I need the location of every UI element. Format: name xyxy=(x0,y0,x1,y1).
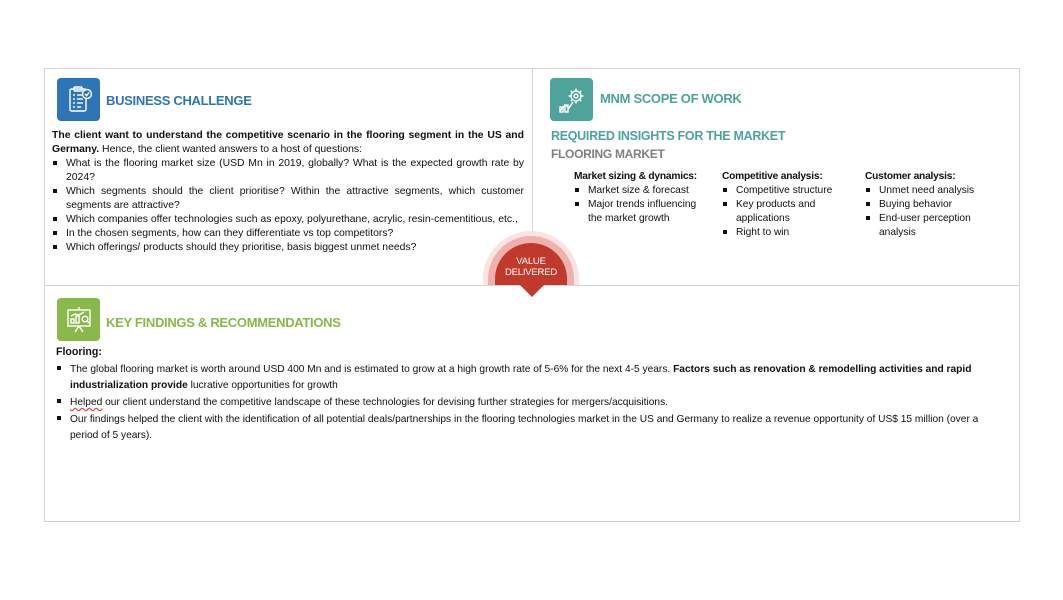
scope-column-customer xyxy=(865,170,1005,240)
scope-heading: REQUIRED INSIGHTS FOR THE MARKET xyxy=(551,129,786,143)
column-list xyxy=(865,184,1005,240)
list-item: Our findings helped the client with the identification of all potential deals/partnerships in the flooring technologies market in the US and Germany to realize a revenue opportunity of US$ 15 million (over a period of 5 years). xyxy=(56,412,1001,444)
list-item: Which companies offer technologies such as epoxy, polyurethane, acrylic, resin-cementitious, etc., xyxy=(52,213,524,227)
delivered-line: DELIVERED xyxy=(504,267,558,278)
finding-text: our client understand the competitive landscape of these technologies for devising further strategies for mergers/acquisitions. xyxy=(102,397,669,408)
list-item: In the chosen segments, how can they differentiate vs top competitors? xyxy=(52,227,524,241)
scope-column-competitive xyxy=(722,170,852,240)
finding-text: The global flooring market is worth around USD 400 Mn and is estimated to grow at a high growth rate of 5-6% for the next 4-5 years. xyxy=(70,364,674,375)
list-item: What is the flooring market size (USD Mn in 2019, globally? What is the expected growth rate by 2024? xyxy=(52,157,524,185)
column-list xyxy=(722,184,852,240)
value-line: VALUE xyxy=(516,256,546,267)
scope-subheading: FLOORING MARKET xyxy=(551,147,665,161)
list-item: Competitive structure xyxy=(722,184,852,198)
list-item: Right to win xyxy=(722,226,852,240)
list-item: End-user perception analysis xyxy=(865,212,997,240)
list-item xyxy=(56,362,1001,394)
gear-growth-icon xyxy=(550,78,593,121)
key-findings-subtitle: Flooring: xyxy=(56,346,102,358)
list-item: Which segments should the client prioritise? Within the attractive segments, which customer segments are attractive? xyxy=(52,185,524,213)
column-list xyxy=(574,184,710,226)
list-item: Key products and applications xyxy=(722,198,832,226)
clipboard-checklist-icon xyxy=(57,78,100,121)
business-questions-list xyxy=(52,157,524,255)
scope-column-market xyxy=(574,170,710,226)
list-item: Major trends influencing the market growth xyxy=(574,198,710,226)
value-delivered-label xyxy=(495,256,567,278)
intro-rest-text: Hence, the client wanted answers to a host of questions: xyxy=(99,143,362,155)
column-title: Market sizing & dynamics: xyxy=(574,171,697,182)
value-delivered-arrow xyxy=(520,285,544,297)
list-item: Unmet need analysis xyxy=(865,184,1005,198)
column-title: Competitive analysis: xyxy=(722,171,823,182)
list-item: Buying behavior xyxy=(865,198,1005,212)
scope-title: MNM SCOPE OF WORK xyxy=(600,91,742,106)
key-findings-list xyxy=(56,362,1001,445)
finding-text-end: lucrative opportunities for growth xyxy=(187,380,338,391)
business-challenge-title: BUSINESS CHALLENGE xyxy=(106,93,252,108)
list-item: Market size & forecast xyxy=(574,184,710,198)
key-findings-title: KEY FINDINGS & RECOMMENDATIONS xyxy=(106,315,341,330)
list-item xyxy=(56,395,1001,411)
intro-bold-text: The client want to understand the competitive scenario in the flooring segment in the US and Germany. xyxy=(52,130,524,155)
finding-first-word: Helped xyxy=(70,397,103,408)
finding-bold-text: Factors such as renovation & remodelling activities and rapid industrialization provide xyxy=(70,364,972,391)
business-challenge-intro xyxy=(52,129,524,156)
column-title: Customer analysis: xyxy=(865,171,956,182)
list-item: Which offerings/ products should they prioritise, basis biggest unmet needs? xyxy=(52,241,524,255)
chart-presentation-icon xyxy=(57,298,100,341)
